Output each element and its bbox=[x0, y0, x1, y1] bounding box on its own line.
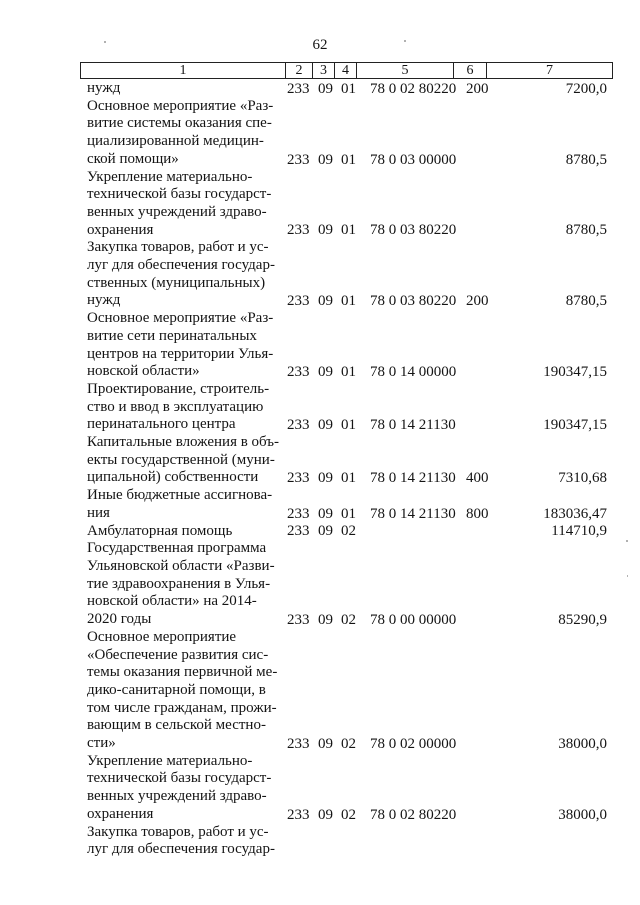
row-amount: 7310,68 bbox=[558, 470, 607, 487]
row-subsection: 02 bbox=[341, 611, 356, 628]
row-section: 09 bbox=[318, 417, 333, 434]
description-line: технической базы государст- bbox=[87, 770, 272, 787]
row-values bbox=[0, 612, 640, 629]
scan-speck bbox=[404, 40, 406, 42]
row-amount: 8780,5 bbox=[565, 222, 607, 239]
description-line: венных учреждений здраво- bbox=[87, 203, 267, 220]
header-col-3: 3 bbox=[313, 63, 335, 78]
description-line: Основное мероприятие «Раз- bbox=[87, 97, 274, 114]
table-row bbox=[0, 523, 640, 541]
description-line: ципальной) собственности bbox=[87, 469, 259, 486]
description-line: вающим в сельской местно- bbox=[87, 717, 266, 734]
row-subsection: 01 bbox=[341, 222, 356, 239]
description-line: Основное мероприятие bbox=[87, 628, 237, 645]
description-line: сти» bbox=[87, 735, 116, 752]
row-target-article: 78 0 00 00000 bbox=[370, 611, 457, 628]
row-amount: 85290,9 bbox=[558, 611, 607, 628]
row-values bbox=[0, 842, 640, 859]
description-line: луг для обеспечения государ- bbox=[87, 257, 275, 274]
row-subsection: 02 bbox=[341, 735, 356, 752]
row-expense-type: 800 bbox=[466, 505, 489, 522]
row-amount: 38000,0 bbox=[558, 806, 607, 823]
description-line: Укрепление материально- bbox=[87, 168, 253, 185]
scan-speck bbox=[626, 540, 628, 542]
description-line: ственных (муниципальных) bbox=[87, 274, 266, 291]
description-line: луг для обеспечения государ- bbox=[87, 841, 275, 858]
row-section: 09 bbox=[318, 806, 333, 823]
description-line: Амбулаторная помощь bbox=[87, 522, 233, 539]
description-line: витие системы оказания спе- bbox=[87, 115, 272, 132]
row-values bbox=[0, 152, 640, 169]
row-values bbox=[0, 506, 640, 523]
description-line: Укрепление материально- bbox=[87, 752, 253, 769]
row-subsection: 01 bbox=[341, 293, 356, 310]
header-col-7: 7 bbox=[546, 63, 553, 78]
scan-speck bbox=[627, 575, 628, 577]
row-subsection: 02 bbox=[341, 523, 356, 540]
header-col-2: 2 bbox=[286, 63, 313, 78]
row-target-article: 78 0 14 21130 bbox=[370, 505, 456, 522]
row-amount: 7200,0 bbox=[565, 80, 607, 97]
row-expense-type: 200 bbox=[466, 293, 489, 310]
row-ved-code: 233 bbox=[287, 222, 310, 239]
row-section: 09 bbox=[318, 363, 333, 380]
row-section: 09 bbox=[318, 222, 333, 239]
row-subsection: 01 bbox=[341, 363, 356, 380]
description-line: Иные бюджетные ассигнова- bbox=[87, 487, 273, 504]
row-section: 09 bbox=[318, 611, 333, 628]
scan-speck bbox=[104, 41, 106, 43]
table-row bbox=[0, 434, 640, 487]
row-expense-type: 400 bbox=[466, 470, 489, 487]
description-line: ния bbox=[87, 504, 110, 521]
row-section: 09 bbox=[318, 470, 333, 487]
row-ved-code: 233 bbox=[287, 806, 310, 823]
row-ved-code: 233 bbox=[287, 417, 310, 434]
row-section: 09 bbox=[318, 523, 333, 540]
row-values bbox=[0, 417, 640, 434]
row-subsection: 01 bbox=[341, 80, 356, 97]
description-line: Капитальные вложения в объ- bbox=[87, 434, 280, 451]
row-section: 09 bbox=[318, 151, 333, 168]
row-ved-code: 233 bbox=[287, 523, 310, 540]
row-values bbox=[0, 470, 640, 487]
table-row bbox=[0, 487, 640, 522]
row-values bbox=[0, 807, 640, 824]
description-line: охранения bbox=[87, 221, 154, 238]
row-ved-code: 233 bbox=[287, 293, 310, 310]
description-line: ской помощи» bbox=[87, 150, 179, 167]
description-line: екты государственной (муни- bbox=[87, 451, 275, 468]
description-line: Закупка товаров, работ и ус- bbox=[87, 823, 269, 840]
description-line: Основное мероприятие «Раз- bbox=[87, 310, 274, 327]
row-section: 09 bbox=[318, 80, 333, 97]
row-target-article: 78 0 02 00000 bbox=[370, 735, 457, 752]
description-line: темы оказания первичной ме- bbox=[87, 664, 278, 681]
row-values bbox=[0, 222, 640, 239]
description-line: ство и ввод в эксплуатацию bbox=[87, 398, 264, 415]
row-description bbox=[87, 629, 280, 753]
row-ved-code: 233 bbox=[287, 151, 310, 168]
row-subsection: 01 bbox=[341, 470, 356, 487]
description-line: дико-санитарной помощи, в bbox=[87, 681, 266, 698]
row-amount: 183036,47 bbox=[543, 505, 607, 522]
description-line: нужд bbox=[87, 80, 121, 96]
description-line: Ульяновской области «Разви- bbox=[87, 557, 275, 574]
description-line: витие сети перинатальных bbox=[87, 327, 257, 344]
table-row bbox=[0, 629, 640, 753]
row-ved-code: 233 bbox=[287, 611, 310, 628]
row-amount: 114710,9 bbox=[551, 523, 607, 540]
table-body bbox=[0, 80, 640, 859]
row-expense-type: 200 bbox=[466, 80, 489, 97]
table-row bbox=[0, 169, 640, 240]
row-values bbox=[0, 364, 640, 381]
row-values bbox=[0, 736, 640, 753]
description-line: циализированной медицин- bbox=[87, 133, 264, 150]
row-ved-code: 233 bbox=[287, 735, 310, 752]
page-number: 62 bbox=[312, 37, 328, 53]
header-col-4: 4 bbox=[335, 63, 357, 78]
description-line: Закупка товаров, работ и ус- bbox=[87, 239, 269, 256]
description-line: охранения bbox=[87, 805, 154, 822]
table-header bbox=[80, 62, 613, 79]
row-amount: 190347,15 bbox=[543, 363, 607, 380]
row-target-article: 78 0 02 80220 bbox=[370, 80, 457, 97]
row-section: 09 bbox=[318, 505, 333, 522]
row-amount: 8780,5 bbox=[565, 293, 607, 310]
table-row bbox=[0, 824, 640, 859]
table-row bbox=[0, 80, 640, 98]
row-section: 09 bbox=[318, 293, 333, 310]
table-row bbox=[0, 239, 640, 310]
row-subsection: 01 bbox=[341, 151, 356, 168]
header-col-6: 6 bbox=[454, 63, 487, 78]
description-line: центров на территории Улья- bbox=[87, 345, 274, 362]
row-subsection: 01 bbox=[341, 505, 356, 522]
row-section: 09 bbox=[318, 735, 333, 752]
row-target-article: 78 0 14 21130 bbox=[370, 417, 456, 434]
row-values bbox=[0, 523, 640, 540]
row-ved-code: 233 bbox=[287, 505, 310, 522]
description-line: новской области» на 2014- bbox=[87, 593, 257, 610]
description-line: «Обеспечение развития сис- bbox=[87, 646, 269, 663]
table-row bbox=[0, 98, 640, 169]
description-line: венных учреждений здраво- bbox=[87, 788, 267, 805]
row-values bbox=[0, 81, 640, 98]
row-target-article: 78 0 03 80220 bbox=[370, 293, 457, 310]
row-values bbox=[0, 293, 640, 310]
description-line: нужд bbox=[87, 292, 121, 309]
row-target-article: 78 0 14 00000 bbox=[370, 363, 457, 380]
table-row bbox=[0, 540, 640, 629]
description-line: тие здравоохранения в Улья- bbox=[87, 575, 271, 592]
header-col-5: 5 bbox=[357, 63, 454, 78]
row-subsection: 01 bbox=[341, 417, 356, 434]
row-target-article: 78 0 03 80220 bbox=[370, 222, 457, 239]
header-col-1: 1 bbox=[81, 63, 286, 78]
row-amount: 190347,15 bbox=[543, 417, 607, 434]
row-ved-code: 233 bbox=[287, 470, 310, 487]
row-subsection: 02 bbox=[341, 806, 356, 823]
table-row bbox=[0, 310, 640, 381]
description-line: том числе гражданам, прожи- bbox=[87, 699, 277, 716]
description-line: Государственная программа bbox=[87, 540, 267, 557]
row-amount: 8780,5 bbox=[565, 151, 607, 168]
row-target-article: 78 0 03 00000 bbox=[370, 151, 457, 168]
row-ved-code: 233 bbox=[287, 363, 310, 380]
description-line: 2020 годы bbox=[87, 611, 152, 628]
row-target-article: 78 0 02 80220 bbox=[370, 806, 457, 823]
description-line: новской области» bbox=[87, 363, 200, 380]
table-row bbox=[0, 753, 640, 824]
description-line: Проектирование, строитель- bbox=[87, 380, 270, 397]
row-target-article: 78 0 14 21130 bbox=[370, 470, 456, 487]
row-ved-code: 233 bbox=[287, 80, 310, 97]
description-line: перинатального центра bbox=[87, 416, 236, 433]
description-line: технической базы государст- bbox=[87, 186, 272, 203]
table-row bbox=[0, 381, 640, 434]
row-amount: 38000,0 bbox=[558, 735, 607, 752]
